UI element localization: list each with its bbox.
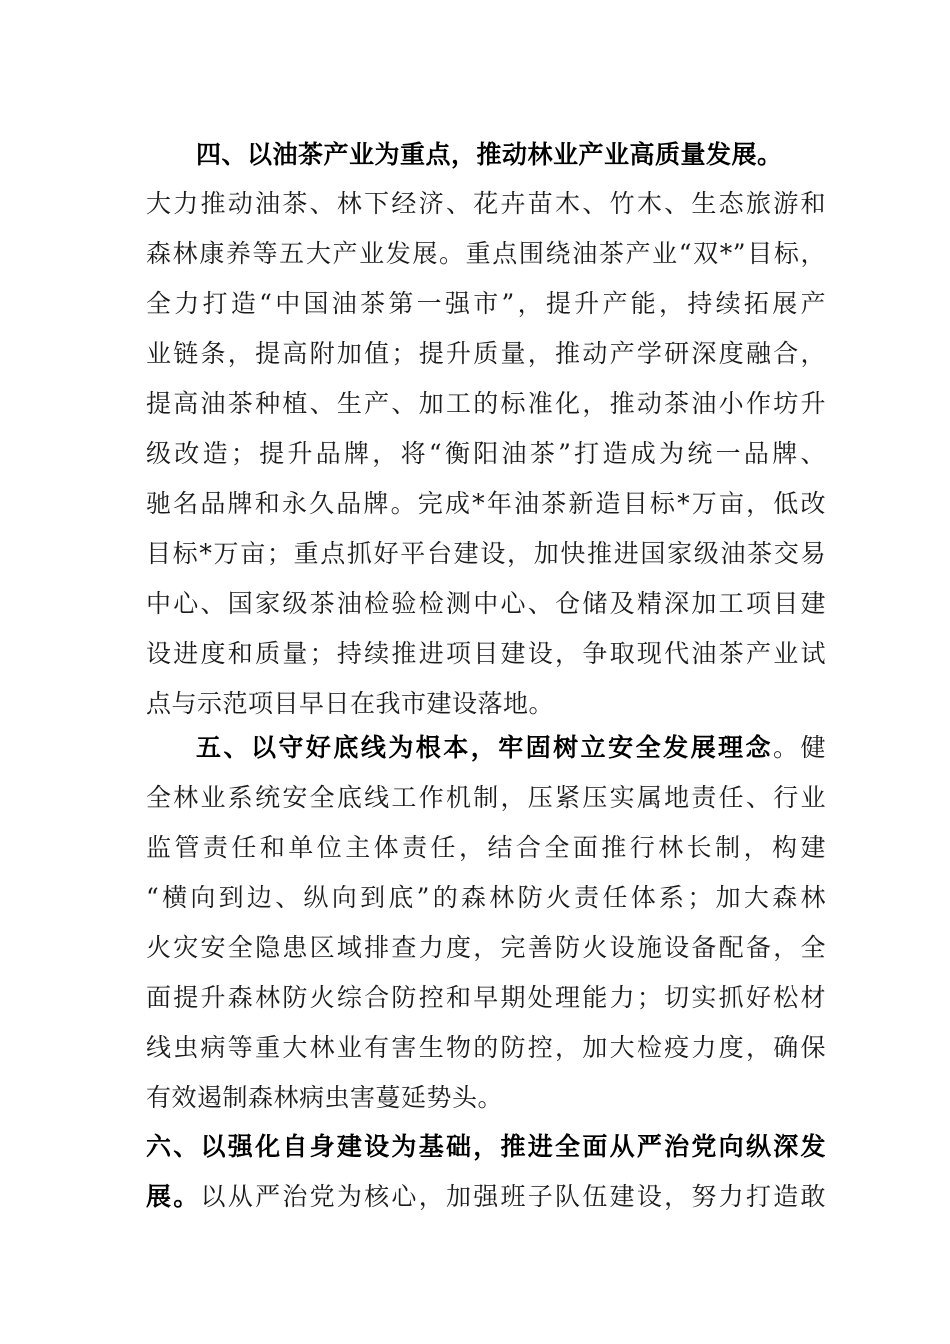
- text-line: [146, 529, 826, 579]
- text-line-content: 以从严治党为核心，加强班子队伍建设，努力打造敢: [200, 1182, 826, 1211]
- heading-four: [196, 130, 826, 180]
- text-line-content: 全力打造“中国油茶第一强市”，提升产能，持续拓展产: [146, 289, 826, 318]
- text-line: [146, 773, 826, 823]
- text-line-content: 大力推动油茶、林下经济、花卉苗木、竹木、生态旅游和: [146, 189, 826, 218]
- text-line: [146, 329, 826, 379]
- heading-six: [146, 1122, 826, 1172]
- text-line-content: 驰名品牌和永久品牌。完成*年油茶新造目标*万亩，低改: [146, 489, 826, 518]
- text-line: [146, 229, 826, 279]
- heading-five-bold: 五、以守好底线为根本，牢固树立安全发展理念: [196, 733, 773, 762]
- text-line: [146, 1172, 826, 1222]
- text-line: [146, 1073, 826, 1123]
- text-line-content: 全林业系统安全底线工作机制，压紧压实属地责任、行业: [146, 783, 826, 812]
- text-line: [146, 179, 826, 229]
- heading-four-bold: 四、以油茶产业为重点，推动林业产业高质量发展。: [196, 140, 783, 169]
- text-line: [146, 923, 826, 973]
- text-line-content: 提高油茶种植、生产、加工的标准化，推动茶油小作坊升: [146, 389, 826, 418]
- text-line: [146, 873, 826, 923]
- text-line: [146, 479, 826, 529]
- text-line: [146, 279, 826, 329]
- text-line-content: 中心、国家级茶油检验检测中心、仓储及精深加工项目建: [146, 589, 826, 618]
- text-line: [146, 1023, 826, 1073]
- text-line-content: 级改造；提升品牌，将“衡阳油茶”打造成为统一品牌、: [146, 439, 826, 468]
- text-line-content: 设进度和质量；持续推进项目建设，争取现代油茶产业试: [146, 639, 826, 668]
- text-line-content: 火灾安全隐患区域排查力度，完善防火设施设备配备，全: [146, 933, 826, 962]
- text-line: [146, 823, 826, 873]
- text-line-content: 业链条，提高附加值；提升质量，推动产学研深度融合，: [146, 339, 826, 368]
- text-line: [146, 379, 826, 429]
- text-line: [146, 629, 826, 679]
- text-line-content: 有效遏制森林病虫害蔓延势头。: [146, 1083, 504, 1112]
- heading-six-bold: 六、以强化自身建设为基础，推进全面从严治党向纵深发: [146, 1132, 826, 1161]
- text-line-content: 点与示范项目早日在我市建设落地。: [146, 689, 555, 718]
- text-line: [146, 973, 826, 1023]
- text-line: [146, 579, 826, 629]
- text-line-content: 线虫病等重大林业有害生物的防控，加大检疫力度，确保: [146, 1033, 826, 1062]
- heading-five: [196, 723, 826, 773]
- text-line: [146, 679, 826, 729]
- text-line-content: “横向到边、纵向到底”的森林防火责任体系；加大森林: [146, 883, 826, 912]
- text-line-content: 监管责任和单位主体责任，结合全面推行林长制，构建: [146, 833, 826, 862]
- heading-six-bold-cont: 展。: [146, 1182, 201, 1211]
- text-line-content: 目标*万亩；重点抓好平台建设，加快推进国家级油茶交易: [146, 539, 826, 568]
- text-line-content: 森林康养等五大产业发展。重点围绕油茶产业“双*”目标，: [146, 239, 826, 268]
- heading-five-text: 。健: [773, 733, 826, 762]
- text-line: [146, 429, 826, 479]
- text-line-content: 面提升森林防火综合防控和早期处理能力；切实抓好松材: [146, 983, 826, 1012]
